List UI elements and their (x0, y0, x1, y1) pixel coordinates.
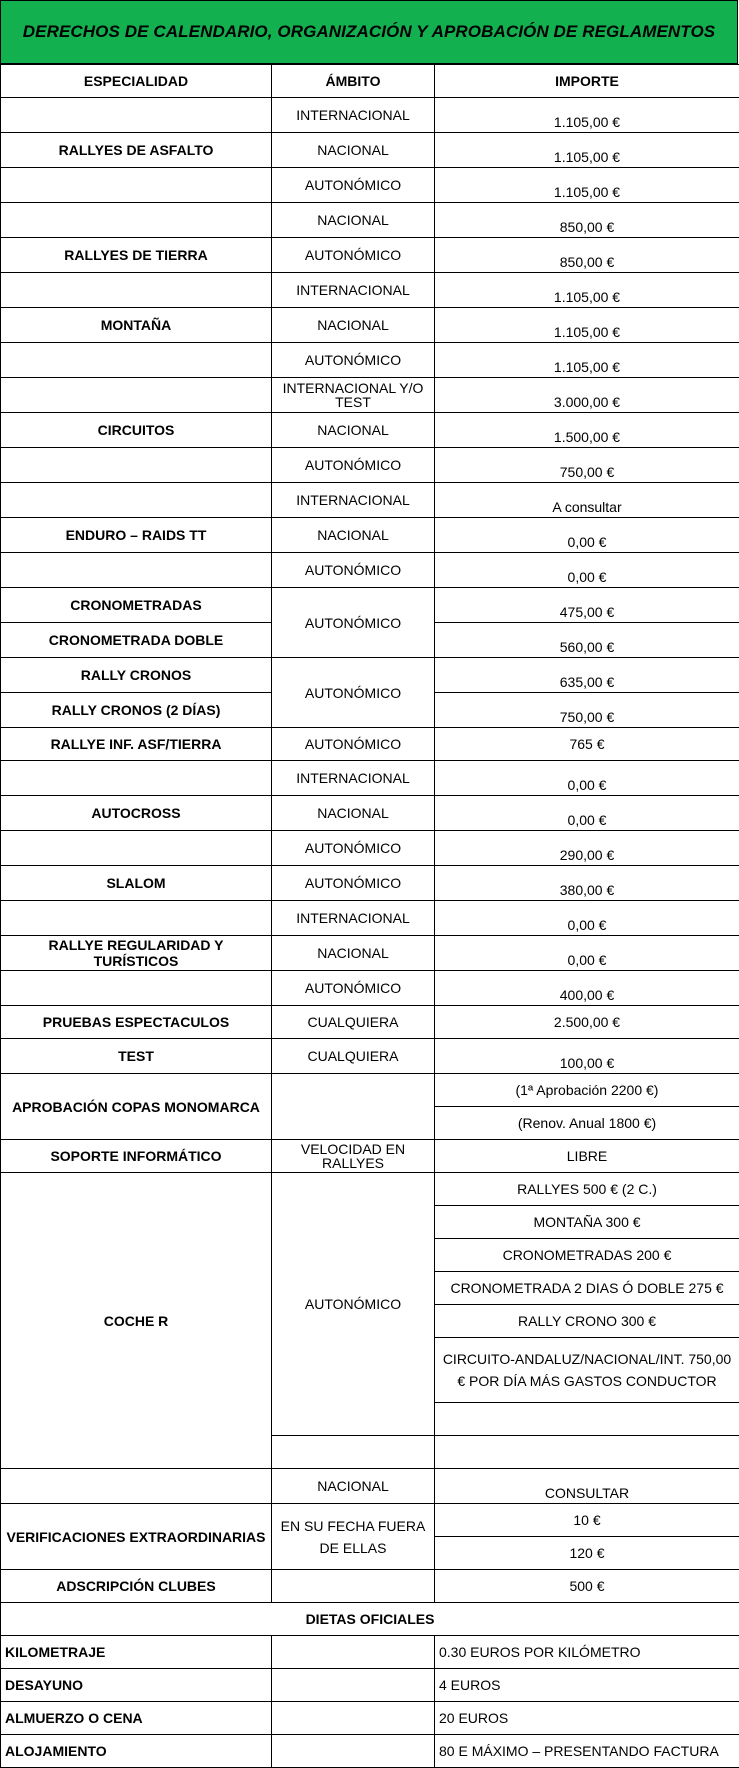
table-cell: INTERNACIONAL Y/O TEST (272, 378, 435, 413)
table-cell: 0,00 € (435, 901, 739, 936)
table-cell: AUTONÓMICO (272, 866, 435, 901)
table-cell: CIRCUITO-ANDALUZ/NACIONAL/INT. 750,00 € POR DÍA MÁS GASTOS CONDUCTOR (435, 1338, 739, 1403)
table-row (1, 936, 739, 971)
table-cell: CRONOMETRADAS (1, 588, 272, 623)
table-cell (272, 1436, 435, 1469)
table-cell (1, 761, 272, 796)
table-row (1, 588, 739, 623)
table-cell: 80 E MÁXIMO – PRESENTANDO FACTURA (435, 1735, 739, 1768)
table-cell: 120 € (435, 1537, 739, 1570)
table-cell (1, 1469, 272, 1504)
table-cell: 3.000,00 € (435, 378, 739, 413)
table-cell: RALLY CRONOS (1, 658, 272, 693)
table-cell: NACIONAL (272, 1469, 435, 1504)
table-cell: LIBRE (435, 1140, 739, 1173)
table-cell: MONTAÑA (1, 308, 272, 343)
table-cell (272, 1702, 435, 1735)
table-cell (435, 1436, 739, 1469)
table-row (1, 483, 739, 518)
title-banner (0, 0, 738, 64)
table-cell (1, 378, 272, 413)
table-row (1, 1636, 739, 1669)
table-cell: 475,00 € (435, 588, 739, 623)
table-cell (1, 343, 272, 378)
table-row (1, 413, 739, 448)
table-cell: (Renov. Anual 1800 €) (435, 1107, 739, 1140)
table-cell: AUTONÓMICO (272, 343, 435, 378)
table-cell: 1.105,00 € (435, 133, 739, 168)
table-cell (272, 1735, 435, 1768)
table-cell (1, 553, 272, 588)
table-cell: 10 € (435, 1504, 739, 1537)
table-row (1, 308, 739, 343)
table-cell: VELOCIDAD EN RALLYES (272, 1140, 435, 1173)
table-row (1, 658, 739, 693)
table-cell: (1ª Aprobación 2200 €) (435, 1074, 739, 1107)
table-cell: RALLYE REGULARIDAD Y TURÍSTICOS (1, 936, 272, 971)
table-cell: RALLY CRONOS (2 DÍAS) (1, 693, 272, 728)
table-cell: NACIONAL (272, 518, 435, 553)
table-row (1, 1570, 739, 1603)
table-cell: INTERNACIONAL (272, 483, 435, 518)
table-cell (1, 901, 272, 936)
table-row (1, 343, 739, 378)
table-cell: ADSCRIPCIÓN CLUBES (1, 1570, 272, 1603)
table-row (1, 1074, 739, 1107)
table-cell (1, 168, 272, 203)
table-cell: INTERNACIONAL (272, 273, 435, 308)
table-cell: MONTAÑA 300 € (435, 1206, 739, 1239)
table-cell: 400,00 € (435, 971, 739, 1006)
table-cell: 2.500,00 € (435, 1006, 739, 1039)
table-cell: 4 EUROS (435, 1669, 739, 1702)
table-cell: A consultar (435, 483, 739, 518)
table-cell: 500 € (435, 1570, 739, 1603)
table-cell: ALMUERZO O CENA (1, 1702, 272, 1735)
table-cell: 0.30 EUROS POR KILÓMETRO (435, 1636, 739, 1669)
table-row (1, 1669, 739, 1702)
table-cell: AUTONÓMICO (272, 658, 435, 728)
table-cell: CONSULTAR (435, 1469, 739, 1504)
table-cell (1, 98, 272, 133)
table-cell: 20 EUROS (435, 1702, 739, 1735)
table-row (1, 1140, 739, 1173)
table-cell: 0,00 € (435, 553, 739, 588)
table-cell: RALLYES 500 € (2 C.) (435, 1173, 739, 1206)
table-row (1, 1469, 739, 1504)
table-cell: NACIONAL (272, 203, 435, 238)
table-cell: PRUEBAS ESPECTACULOS (1, 1006, 272, 1039)
table-cell: RALLYES DE ASFALTO (1, 133, 272, 168)
table-row (1, 1735, 739, 1768)
table-cell: RALLYES DE TIERRA (1, 238, 272, 273)
table-cell (1, 831, 272, 866)
table-cell: 765 € (435, 728, 739, 761)
table-row (1, 1039, 739, 1074)
fees-table (0, 64, 739, 1768)
table-cell: 750,00 € (435, 693, 739, 728)
table-cell: CUALQUIERA (272, 1039, 435, 1074)
table-cell: DIETAS OFICIALES (1, 1603, 739, 1636)
page-title: DERECHOS DE CALENDARIO, ORGANIZACIÓN Y APROBACIÓN DE REGLAMENTOS (23, 22, 715, 42)
table-row (1, 133, 739, 168)
table-cell: 560,00 € (435, 623, 739, 658)
table-cell: 100,00 € (435, 1039, 739, 1074)
table-row (1, 901, 739, 936)
table-cell: EN SU FECHA FUERA DE ELLAS (272, 1504, 435, 1570)
table-cell: NACIONAL (272, 413, 435, 448)
table-row (1, 971, 739, 1006)
table-cell: 290,00 € (435, 831, 739, 866)
table-cell: 1.105,00 € (435, 308, 739, 343)
header-row (1, 65, 739, 98)
table-cell: AUTONÓMICO (272, 728, 435, 761)
table-cell (272, 1570, 435, 1603)
table-cell: 1.500,00 € (435, 413, 739, 448)
table-cell: 0,00 € (435, 761, 739, 796)
table-cell: 850,00 € (435, 238, 739, 273)
table-row (1, 518, 739, 553)
table-cell: KILOMETRAJE (1, 1636, 272, 1669)
table-cell (272, 1669, 435, 1702)
table-row (1, 168, 739, 203)
table-cell: 635,00 € (435, 658, 739, 693)
table-row (1, 448, 739, 483)
table-cell: 1.105,00 € (435, 343, 739, 378)
table-cell: AUTONÓMICO (272, 168, 435, 203)
table-cell: CRONOMETRADAS 200 € (435, 1239, 739, 1272)
table-row (1, 796, 739, 831)
table-row (1, 728, 739, 761)
table-cell: 1.105,00 € (435, 98, 739, 133)
table-cell: APROBACIÓN COPAS MONOMARCA (1, 1074, 272, 1140)
table-cell: CRONOMETRADA 2 DIAS Ó DOBLE 275 € (435, 1272, 739, 1305)
table-cell: 1.105,00 € (435, 168, 739, 203)
table-cell: 0,00 € (435, 796, 739, 831)
table-cell (1, 483, 272, 518)
table-row (1, 273, 739, 308)
column-header: ÁMBITO (272, 65, 435, 98)
table-row (1, 378, 739, 413)
table-cell: SLALOM (1, 866, 272, 901)
table-cell: CIRCUITOS (1, 413, 272, 448)
table-cell: AUTONÓMICO (272, 1173, 435, 1436)
table-cell: 0,00 € (435, 518, 739, 553)
table-cell (272, 1074, 435, 1140)
table-row (1, 761, 739, 796)
table-cell: CRONOMETRADA DOBLE (1, 623, 272, 658)
table-cell: COCHE R (1, 1173, 272, 1469)
table-row (1, 203, 739, 238)
fees-table-body (1, 65, 739, 1768)
table-row (1, 1173, 739, 1206)
table-cell: 380,00 € (435, 866, 739, 901)
table-row (1, 866, 739, 901)
table-cell: SOPORTE INFORMÁTICO (1, 1140, 272, 1173)
column-header: ESPECIALIDAD (1, 65, 272, 98)
table-cell: 1.105,00 € (435, 273, 739, 308)
table-cell: CUALQUIERA (272, 1006, 435, 1039)
table-row (1, 1006, 739, 1039)
table-cell: INTERNACIONAL (272, 98, 435, 133)
table-cell (1, 448, 272, 483)
table-cell: AUTONÓMICO (272, 553, 435, 588)
table-row (1, 553, 739, 588)
table-cell: TEST (1, 1039, 272, 1074)
table-cell: AUTOCROSS (1, 796, 272, 831)
table-cell: ENDURO – RAIDS TT (1, 518, 272, 553)
table-cell (435, 1403, 739, 1436)
column-header: IMPORTE (435, 65, 739, 98)
table-row (1, 1504, 739, 1537)
table-cell: RALLY CRONO 300 € (435, 1305, 739, 1338)
table-cell: RALLYE INF. ASF/TIERRA (1, 728, 272, 761)
table-cell: AUTONÓMICO (272, 831, 435, 866)
table-cell: INTERNACIONAL (272, 901, 435, 936)
table-cell: 0,00 € (435, 936, 739, 971)
table-cell: AUTONÓMICO (272, 448, 435, 483)
table-row (1, 831, 739, 866)
table-cell: 750,00 € (435, 448, 739, 483)
table-cell: NACIONAL (272, 796, 435, 831)
table-cell: ALOJAMIENTO (1, 1735, 272, 1768)
table-cell: AUTONÓMICO (272, 588, 435, 658)
table-cell (1, 203, 272, 238)
table-cell: NACIONAL (272, 308, 435, 343)
table-row (1, 1702, 739, 1735)
table-cell: AUTONÓMICO (272, 238, 435, 273)
table-cell: NACIONAL (272, 133, 435, 168)
table-cell: 850,00 € (435, 203, 739, 238)
table-cell: DESAYUNO (1, 1669, 272, 1702)
table-cell: INTERNACIONAL (272, 761, 435, 796)
table-cell (1, 971, 272, 1006)
table-row (1, 238, 739, 273)
table-cell: NACIONAL (272, 936, 435, 971)
table-cell: AUTONÓMICO (272, 971, 435, 1006)
table-cell (1, 273, 272, 308)
table-cell: VERIFICACIONES EXTRAORDINARIAS (1, 1504, 272, 1570)
table-row (1, 98, 739, 133)
table-row (1, 1603, 739, 1636)
table-cell (272, 1636, 435, 1669)
